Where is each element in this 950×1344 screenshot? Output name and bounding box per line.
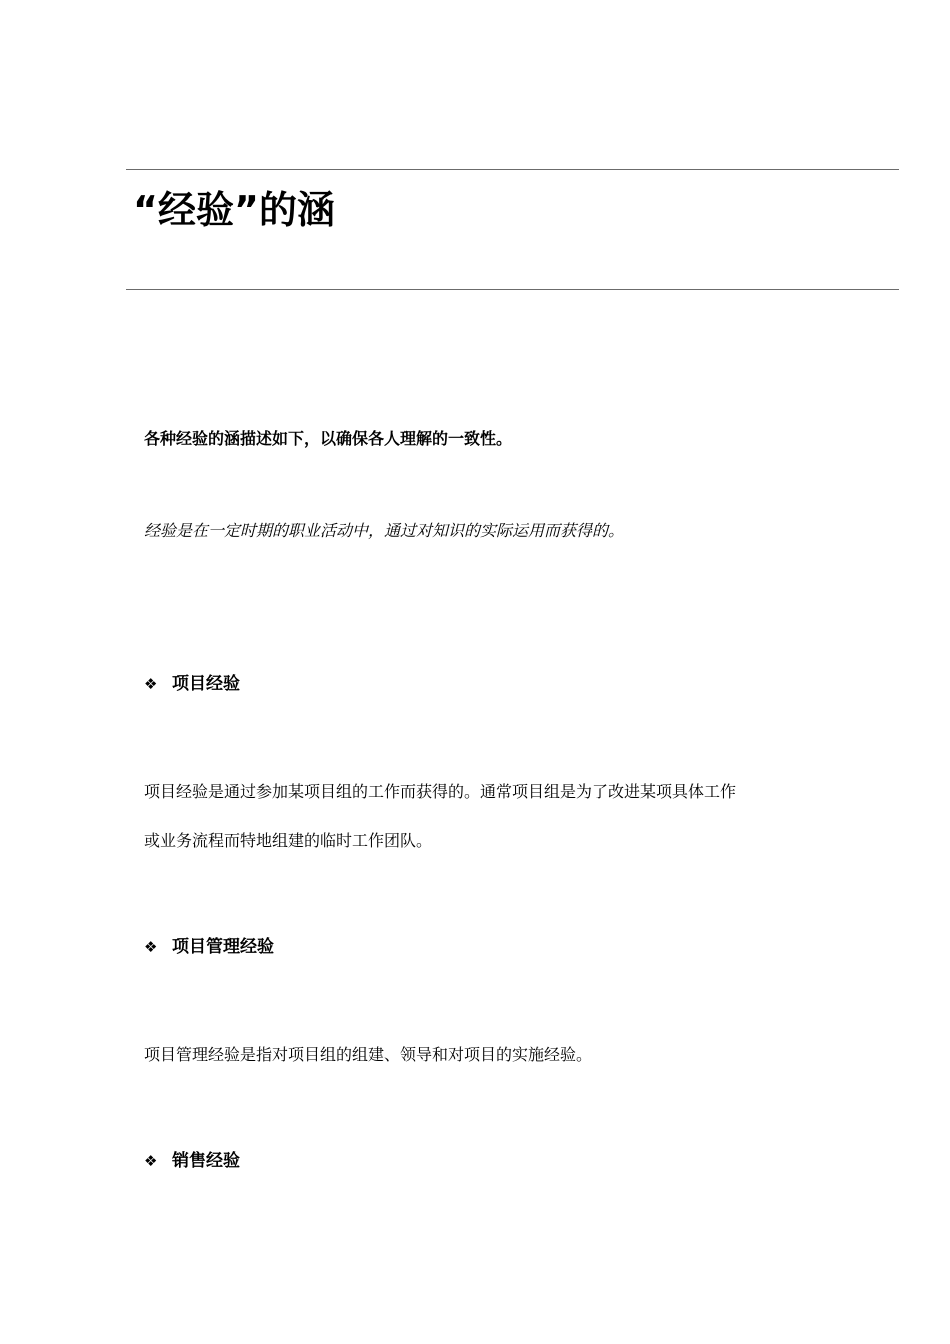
diamond-bullet-icon: ❖ bbox=[144, 1152, 158, 1170]
definition-text: 经验是在一定时期的职业活动中，通过对知识的实际运用而获得的。 bbox=[144, 521, 625, 540]
section-heading-label: 项目管理经验 bbox=[172, 937, 274, 957]
paragraph-line: 项目经验是通过参加某项目组的工作而获得的。通常项目组是为了改进某项具体工作 bbox=[144, 782, 737, 801]
section-heading-project-management-experience bbox=[144, 935, 274, 959]
diamond-bullet-icon: ❖ bbox=[144, 675, 158, 693]
section-heading-label: 项目经验 bbox=[172, 674, 240, 694]
paragraph-line: 或业务流程而特地组建的临时工作团队。 bbox=[144, 831, 433, 850]
paragraph-line: 项目管理经验是指对项目组的组建、领导和对项目的实施经验。 bbox=[144, 1045, 593, 1064]
top-divider bbox=[126, 169, 899, 170]
section-heading-project-experience bbox=[144, 672, 240, 696]
diamond-bullet-icon: ❖ bbox=[144, 938, 158, 956]
page-title: “经验”的涵 bbox=[133, 188, 335, 232]
intro-text: 各种经验的涵描述如下，以确保各人理解的一致性。 bbox=[144, 429, 513, 448]
bottom-divider bbox=[126, 289, 899, 290]
section-heading-label: 销售经验 bbox=[172, 1151, 240, 1171]
section-heading-sales-experience bbox=[144, 1149, 240, 1173]
